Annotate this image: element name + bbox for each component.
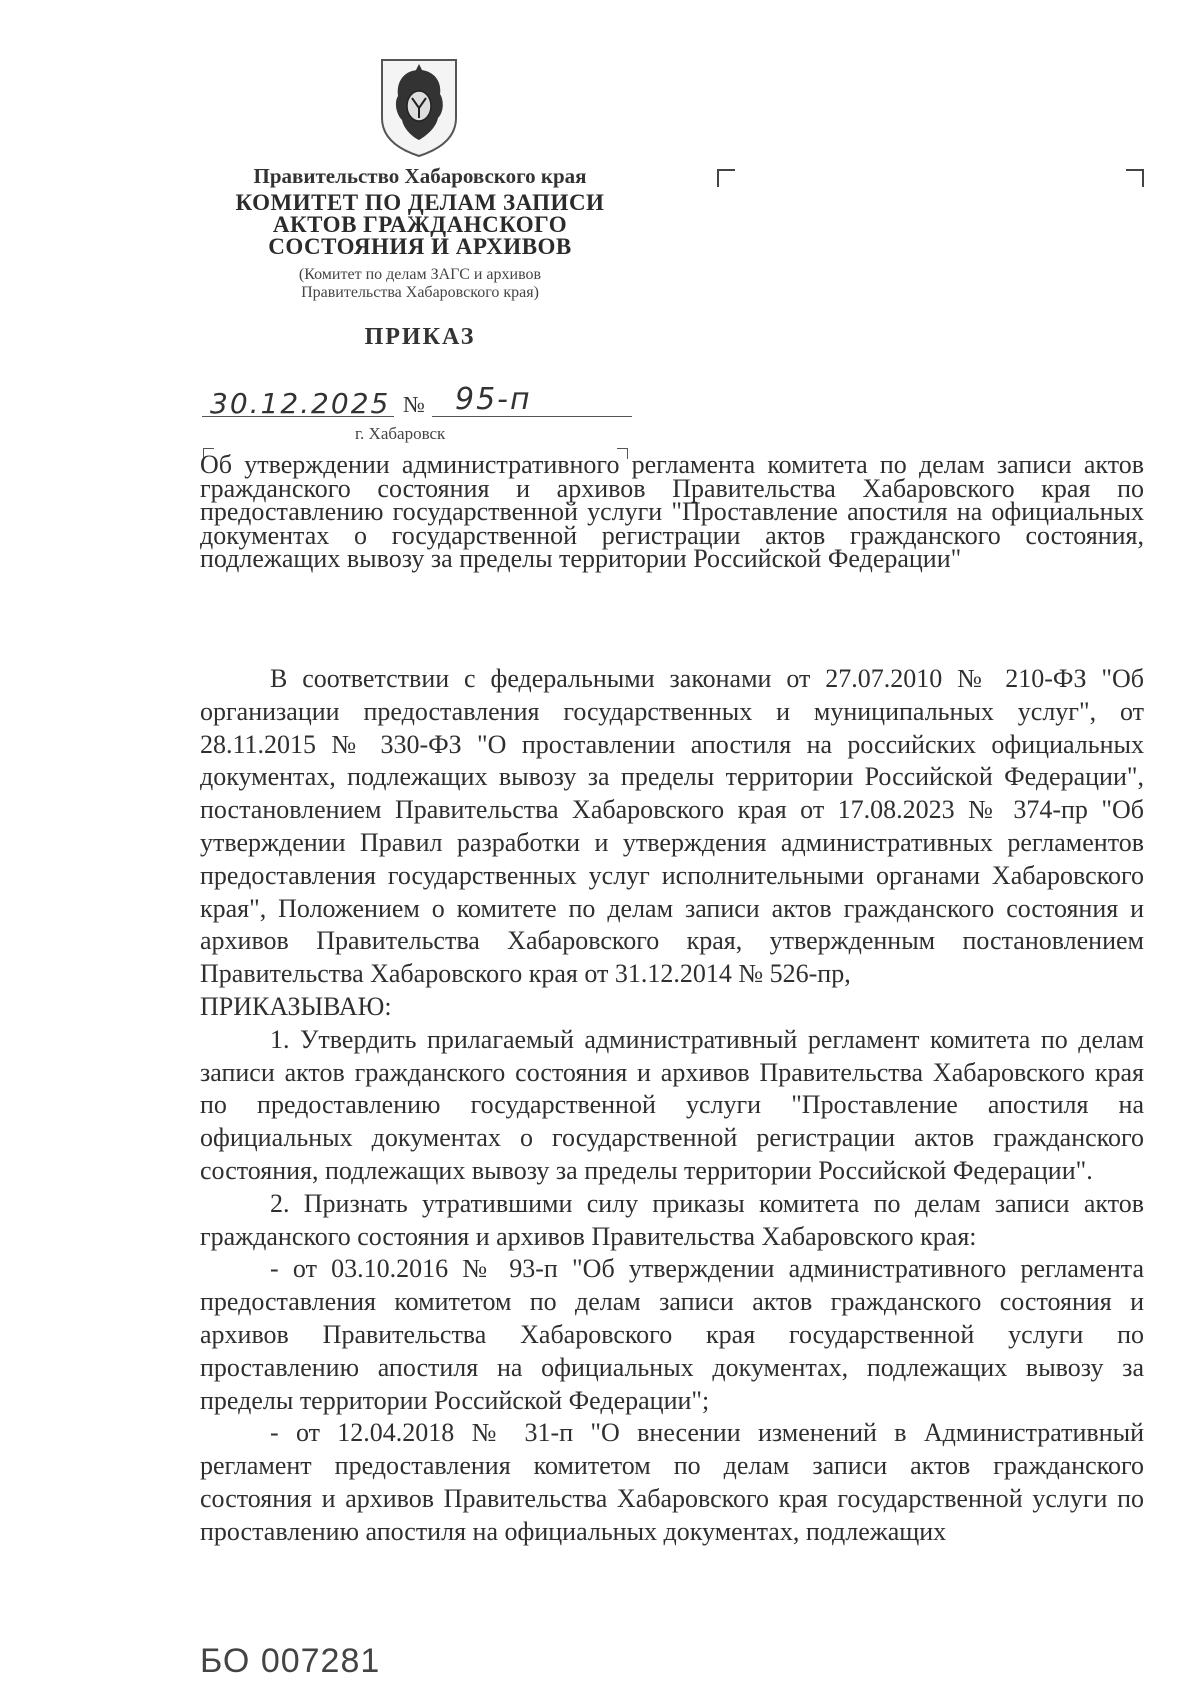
address-corner-mark [1126,169,1144,187]
short-name-line: (Комитет по делам ЗАГС и архивов [298,266,542,283]
committee-name-line: АКТОВ ГРАЖДАНСКОГО [272,212,568,237]
form-serial-number: БО 007281 [200,1642,381,1680]
document-date: 30.12.2025 [210,387,391,420]
short-name-line: Правительства Хабаровского края) [301,284,539,301]
preamble-paragraph: В соответствии с федеральными законами от 27.07.2010 № 210-ФЗ "Об организации предоставления государственных и муниципальных услуг", от 28.11.2015 № 330-ФЗ "О проставлении апостиля на российских официальных документах, подлежащих вывозу за пределы территории Российской Федерации", постановлением Правительства Хабаровского края от 17.08.2023 № 374-пр "Об утверждении Правил разработки и утверждения административных регламентов предоставления государственных услуг исполнительными органами Хабаровского края", Положением о комитете по делам записи актов гражданского состояния и архивов Правительства Хабаровского края, утвержденным постановлением Правительства Хабаровского края от 31.12.2014 № 526-пр, [200,664,1144,989]
government-name: Правительство Хабаровского края [253,164,587,188]
order-item-2: 2. Признать утратившими силу приказы комитета по делам записи актов гражданского состояния и архивов Правительства Хабаровского края: [200,1188,1144,1251]
committee-short-name [200,266,640,302]
number-underline [432,416,632,417]
number-sign: № [403,392,425,417]
document-body [200,663,1144,1549]
order-word: ПРИКАЗЫВАЮ: [200,991,392,1021]
address-corner-mark [717,169,735,187]
committee-name-line: КОМИТЕТ ПО ДЕЛАМ ЗАПИСИ [235,190,605,215]
revoked-order-1: - от 03.10.2016 № 93-п "Об утверждении административного регламента предоставления комитетом по делам записи актов гражданского состояния и архивов Правительства Хабаровского края государственной услуги по проставлению апостиля на официальных документах, подлежащих вывозу за пределы территории Российской Федерации"; [200,1254,1144,1415]
document-type: ПРИКАЗ [364,324,476,350]
document-city: г. Хабаровск [355,424,446,443]
order-item-1: 1. Утвердить прилагаемый административный регламент комитета по делам записи актов гражданского состояния и архивов Правительства Хабаровского края по предоставлению государственной услуги "Проставление апостиля на официальных документах о государственной регистрации актов гражданского состояния, подлежащих вывозу за пределы территории Российской Федерации". [200,1024,1144,1185]
coat-of-arms-emblem [374,56,464,160]
document-title: Об утверждении административного регламента комитета по делам записи актов гражданского состояния и архивов Правительства Хабаровского края по предоставлению государственной услуги "Проставление апостиля на официальных документах о государственной регистрации актов гражданского состояния, подлежащих вывозу за пределы территории Российской Федерации" [200,450,1144,573]
document-number: 95-п [455,382,532,417]
date-underline [202,416,394,417]
committee-name-line: СОСТОЯНИЯ И АРХИВОВ [268,234,572,259]
revoked-order-2: - от 12.04.2018 № 31-п "О внесении изменений в Административный регламент предоставления комитетом по делам записи актов гражданского состояния и архивов Правительства Хабаровского края государственной услуги по проставлению апостиля на официальных документах, подлежащих [200,1418,1144,1546]
committee-name [200,192,640,258]
